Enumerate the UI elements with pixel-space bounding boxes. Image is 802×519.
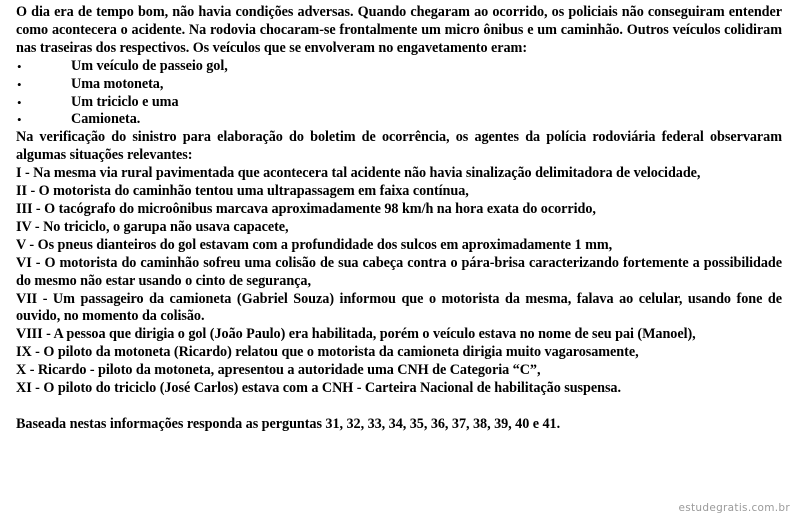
situation-item: IX - O piloto da motoneta (Ricardo) relatou que o motorista da camioneta dirigia muito vagarosamente, [16,344,639,361]
vehicle-label: Um triciclo e uma [71,93,179,110]
bullet-icon: • [17,76,22,92]
bullet-icon: • [17,112,22,128]
situation-item: XI - O piloto do triciclo (José Carlos) estava com a CNH - Carteira Nacional de habilitação suspensa. [16,380,621,397]
list-item [16,76,782,94]
instruction-paragraph: Baseada nestas informações responda as perguntas 31, 32, 33, 34, 35, 36, 37, 38, 39, 40 e 41. [16,415,561,432]
situation-item: VI - O motorista do caminhão sofreu uma colisão de sua cabeça contra o pára-brisa caracterizando fortemente a possibilidade do mesmo não estar usando o cinto de segurança, [16,254,782,289]
list-item [16,111,782,129]
intro-paragraph: O dia era de tempo bom, não havia condições adversas. Quando chegaram ao ocorrido, os policiais não conseguiram entender como acontecera o acidente. Na rodovia chocaram-se frontalmente um micro ônibus e um caminhão. Outros veículos colidiram nas traseiras dos respectivos. Os veículos que se envolveram no engavetamento eram: [16,4,782,56]
blank-line [16,398,782,416]
vehicle-label: Camioneta. [71,111,141,128]
situation-item: V - Os pneus dianteiros do gol estavam com a profundidade dos sulcos em aproximadamente 1 mm, [16,236,613,253]
bullet-icon: • [17,94,22,110]
list-item [16,94,782,112]
vehicle-list [16,58,782,130]
situation-item: VIII - A pessoa que dirigia o gol (João Paulo) era habilitada, porém o veículo estava no nome de seu pai (Manoel), [16,326,696,343]
situation-item: III - O tacógrafo do microônibus marcava aproximadamente 98 km/h na hora exata do ocorrido, [16,200,596,217]
situation-item: II - O motorista do caminhão tentou uma ultrapassagem em faixa contínua, [16,183,469,200]
situation-item: X - Ricardo - piloto da motoneta, apresentou a autoridade uma CNH de Categoria “C”, [16,362,541,379]
list-item [16,58,782,76]
situation-item: IV - No triciclo, o garupa não usava capacete, [16,218,289,235]
vehicle-label: Um veículo de passeio gol, [71,57,228,74]
bullet-icon: • [17,58,22,74]
situation-item: I - Na mesma via rural pavimentada que acontecera tal acidente não havia sinalização delimitadora de velocidade, [16,165,701,182]
verification-paragraph: Na verificação do sinistro para elaboração do boletim de ocorrência, os agentes da polícia rodoviária federal observaram algumas situações relevantes: [16,129,782,164]
document-body [16,4,782,434]
watermark: estudegratis.com.br [678,502,790,514]
situation-item: VII - Um passageiro da camioneta (Gabriel Souza) informou que o motorista da mesma, falava ao celular, usando fone de ouvido, no momento da colisão. [16,290,782,325]
vehicle-label: Uma motoneta, [71,75,164,92]
